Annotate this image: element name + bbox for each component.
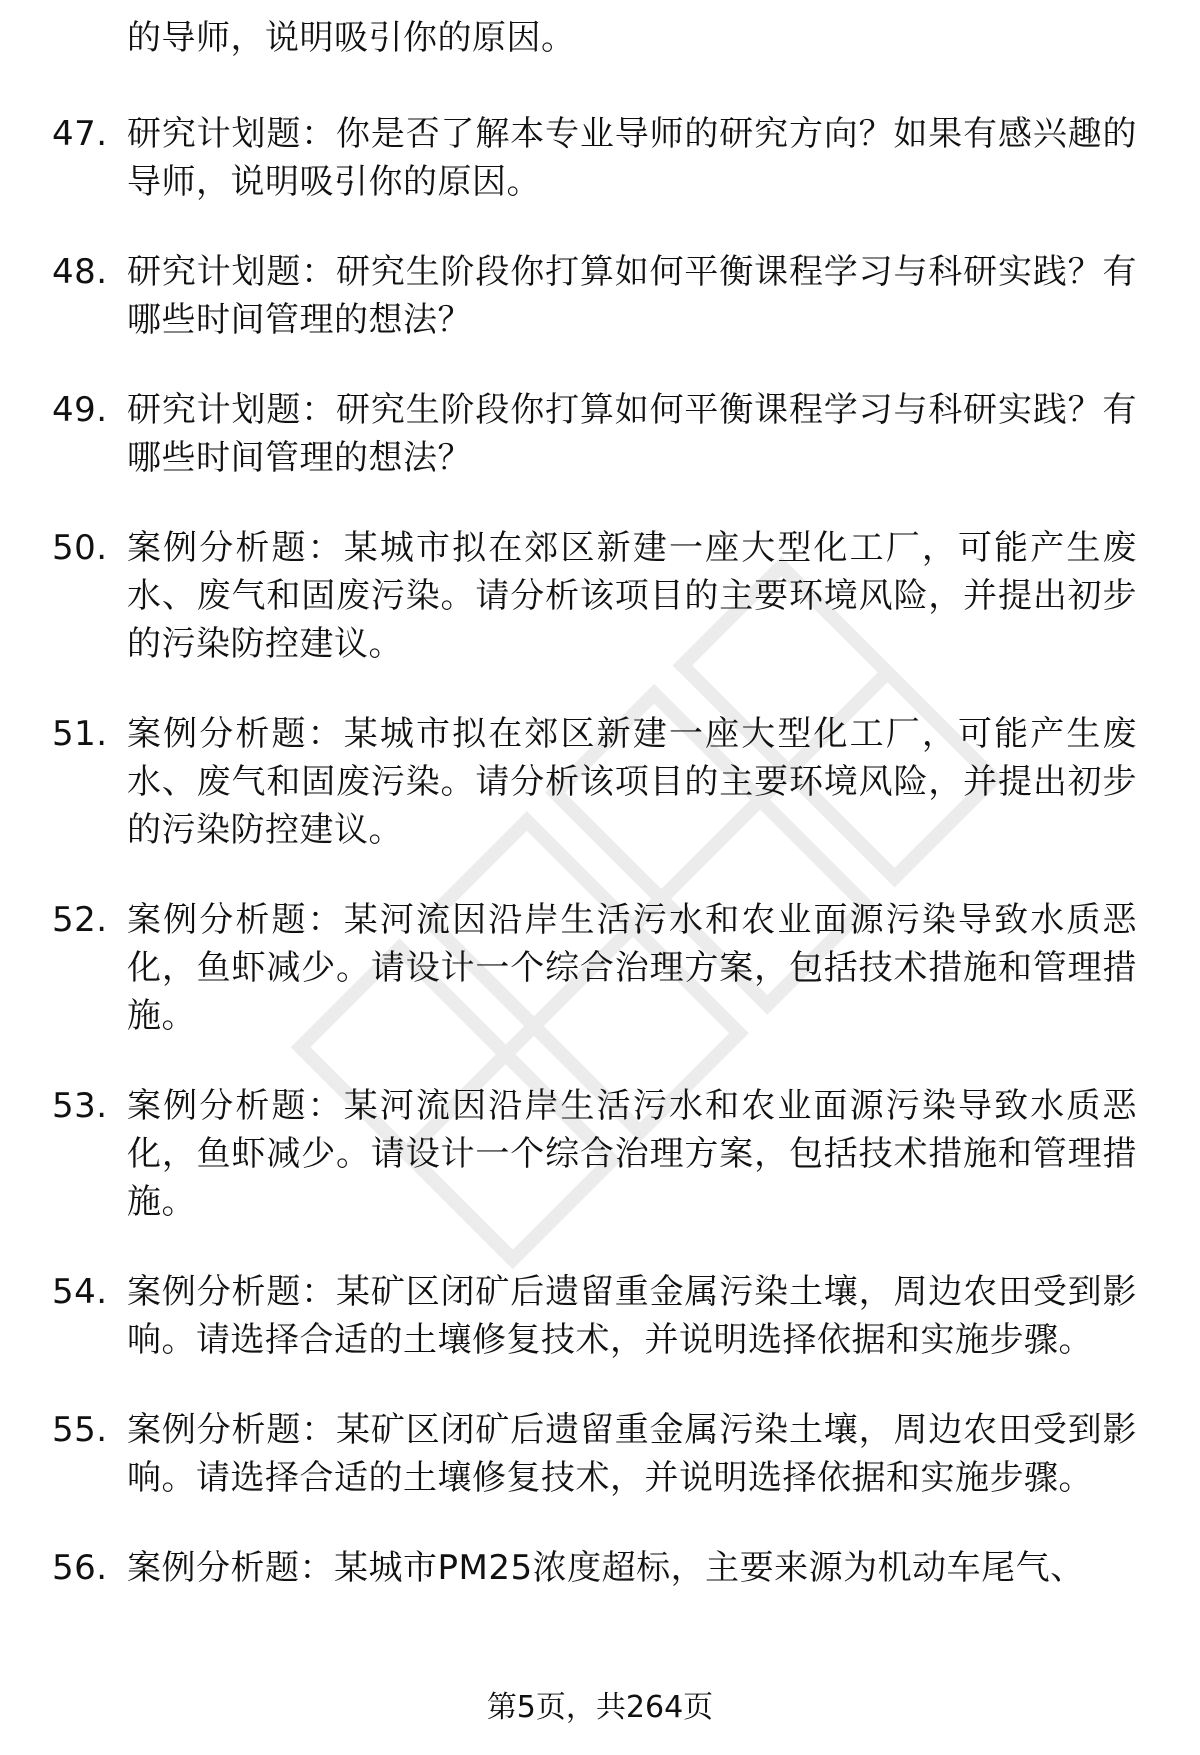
list-item [0, 1544, 1200, 1592]
question-text: 案例分析题：某城市拟在郊区新建一座大型化工厂，可能产生废水、废气和固废污染。请分析该项目的主要环境风险，并提出初步的污染防控建议。 [127, 714, 1137, 850]
list-item [0, 1268, 1200, 1364]
question-number: 51. [52, 714, 108, 754]
question-number: 50. [52, 528, 108, 568]
question-number: 55. [52, 1410, 108, 1450]
question-text: 案例分析题：某矿区闭矿后遗留重金属污染土壤，周边农田受到影响。请选择合适的土壤修复技术，并说明选择依据和实施步骤。 [127, 1410, 1137, 1498]
question-number: 54. [52, 1272, 108, 1312]
question-list [0, 14, 1200, 1634]
question-number: 53. [52, 1086, 108, 1126]
list-item [0, 386, 1200, 482]
list-item [0, 524, 1200, 668]
continued-text: 的导师，说明吸引你的原因。 [127, 18, 576, 58]
list-item [0, 896, 1200, 1040]
question-number: 52. [52, 900, 108, 940]
page-number-footer: 第5页，共264页 [486, 1690, 714, 1725]
list-item [0, 1082, 1200, 1226]
question-number: 48. [52, 252, 108, 292]
list-item [0, 110, 1200, 206]
question-text: 案例分析题：某矿区闭矿后遗留重金属污染土壤，周边农田受到影响。请选择合适的土壤修复技术，并说明选择依据和实施步骤。 [127, 1272, 1137, 1360]
question-text: 案例分析题：某城市PM25浓度超标，主要来源为机动车尾气、 [127, 1548, 1085, 1588]
question-text: 案例分析题：某河流因沿岸生活污水和农业面源污染导致水质恶化，鱼虾减少。请设计一个综合治理方案，包括技术措施和管理措施。 [127, 1086, 1137, 1222]
question-text: 研究计划题：研究生阶段你打算如何平衡课程学习与科研实践？有哪些时间管理的想法？ [127, 252, 1137, 340]
list-item [0, 1406, 1200, 1502]
question-text: 研究计划题：你是否了解本专业导师的研究方向？如果有感兴趣的导师，说明吸引你的原因。 [127, 114, 1137, 202]
question-number: 49. [52, 390, 108, 430]
question-text: 研究计划题：研究生阶段你打算如何平衡课程学习与科研实践？有哪些时间管理的想法？ [127, 390, 1137, 478]
list-item [0, 248, 1200, 344]
list-item [0, 710, 1200, 854]
question-text: 案例分析题：某城市拟在郊区新建一座大型化工厂，可能产生废水、废气和固废污染。请分析该项目的主要环境风险，并提出初步的污染防控建议。 [127, 528, 1137, 664]
question-text: 案例分析题：某河流因沿岸生活污水和农业面源污染导致水质恶化，鱼虾减少。请设计一个综合治理方案，包括技术措施和管理措施。 [127, 900, 1137, 1036]
question-number: 47. [52, 114, 108, 154]
question-number: 56. [52, 1548, 108, 1588]
